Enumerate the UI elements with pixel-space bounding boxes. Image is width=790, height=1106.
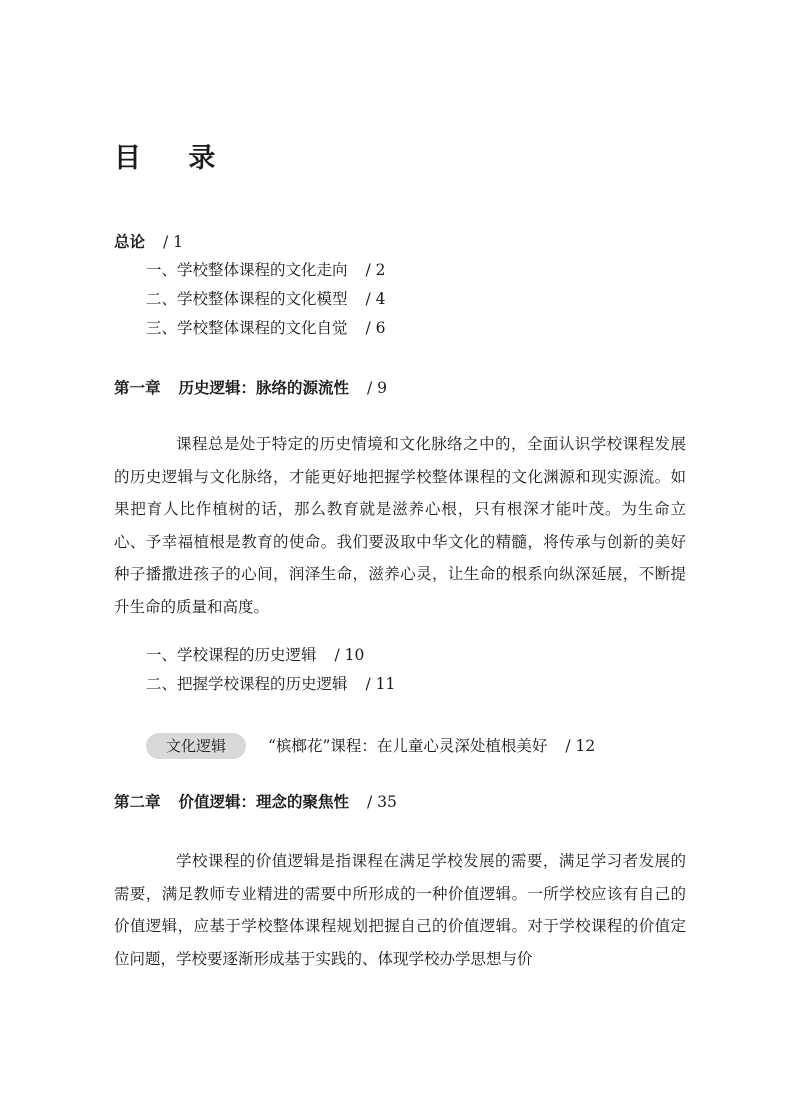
toc-item[interactable]	[146, 288, 386, 310]
toc-page-number: / 9	[367, 379, 388, 397]
toc-page-number: / 1	[163, 233, 184, 251]
toc-item-label: 一、学校整体课程的文化走向	[146, 261, 348, 279]
toc-item-label: 三、学校整体课程的文化自觉	[146, 319, 348, 337]
toc-page-number: / 12	[565, 737, 596, 755]
toc-page-number: / 6	[365, 319, 386, 337]
toc-page-number: / 35	[367, 793, 397, 811]
toc-page-number: / 10	[334, 646, 365, 664]
toc-chapter-1[interactable]	[114, 377, 387, 399]
chapter-summary: 学校课程的价值逻辑是指课程在满足学校发展的需要，满足学习者发展的需要，满足教师专业精进的需要中所形成的一种价值逻辑。一所学校应该有自己的价值逻辑，应基于学校整体课程规划把握自己的价值逻辑。对于学校课程的价值定位问题，学校要逐渐形成基于实践的、体现学校办学思想与价	[114, 852, 686, 968]
toc-item-label: “槟榔花”课程：在儿童心灵深处植根美好	[268, 737, 548, 755]
page-title: 目 录	[114, 143, 235, 174]
toc-item[interactable]	[146, 644, 364, 666]
chapter-title: 历史逻辑：脉络的源流性	[178, 379, 350, 397]
chapter-number: 第二章	[114, 793, 161, 811]
toc-item-label: 二、学校整体课程的文化模型	[146, 290, 348, 308]
toc-page-number: / 11	[365, 675, 396, 693]
chapter-number: 第一章	[114, 379, 161, 397]
case-badge: 文化逻辑	[146, 733, 246, 759]
toc-item-label: 一、学校课程的历史逻辑	[146, 646, 317, 664]
toc-overview[interactable]	[114, 231, 183, 253]
toc-item[interactable]	[146, 259, 386, 281]
chapter-summary: 课程总是处于特定的历史情境和文化脉络之中的，全面认识学校课程发展的历史逻辑与文化脉络，才能更好地把握学校整体课程的文化渊源和现实源流。如果把育人比作植树的话，那么教育就是滋养心根，只有根深才能叶茂。为生命立心、予幸福植根是教育的使命。我们要汲取中华文化的精髓，将传承与创新的美好种子播撒进孩子的心间，润泽生命，滋养心灵，让生命的根系向纵深延展，不断提升生命的质量和高度。	[114, 435, 686, 616]
chapter-title: 价值逻辑：理念的聚焦性	[178, 793, 350, 811]
toc-page-number: / 4	[365, 290, 386, 308]
toc-overview-label: 总论	[114, 233, 146, 251]
toc-item-label: 二、把握学校课程的历史逻辑	[146, 675, 348, 693]
toc-item[interactable]	[146, 317, 386, 339]
toc-item[interactable]	[146, 673, 395, 695]
toc-case-item[interactable]	[146, 733, 595, 759]
toc-page-number: / 2	[365, 261, 386, 279]
toc-chapter-2[interactable]	[114, 791, 397, 813]
